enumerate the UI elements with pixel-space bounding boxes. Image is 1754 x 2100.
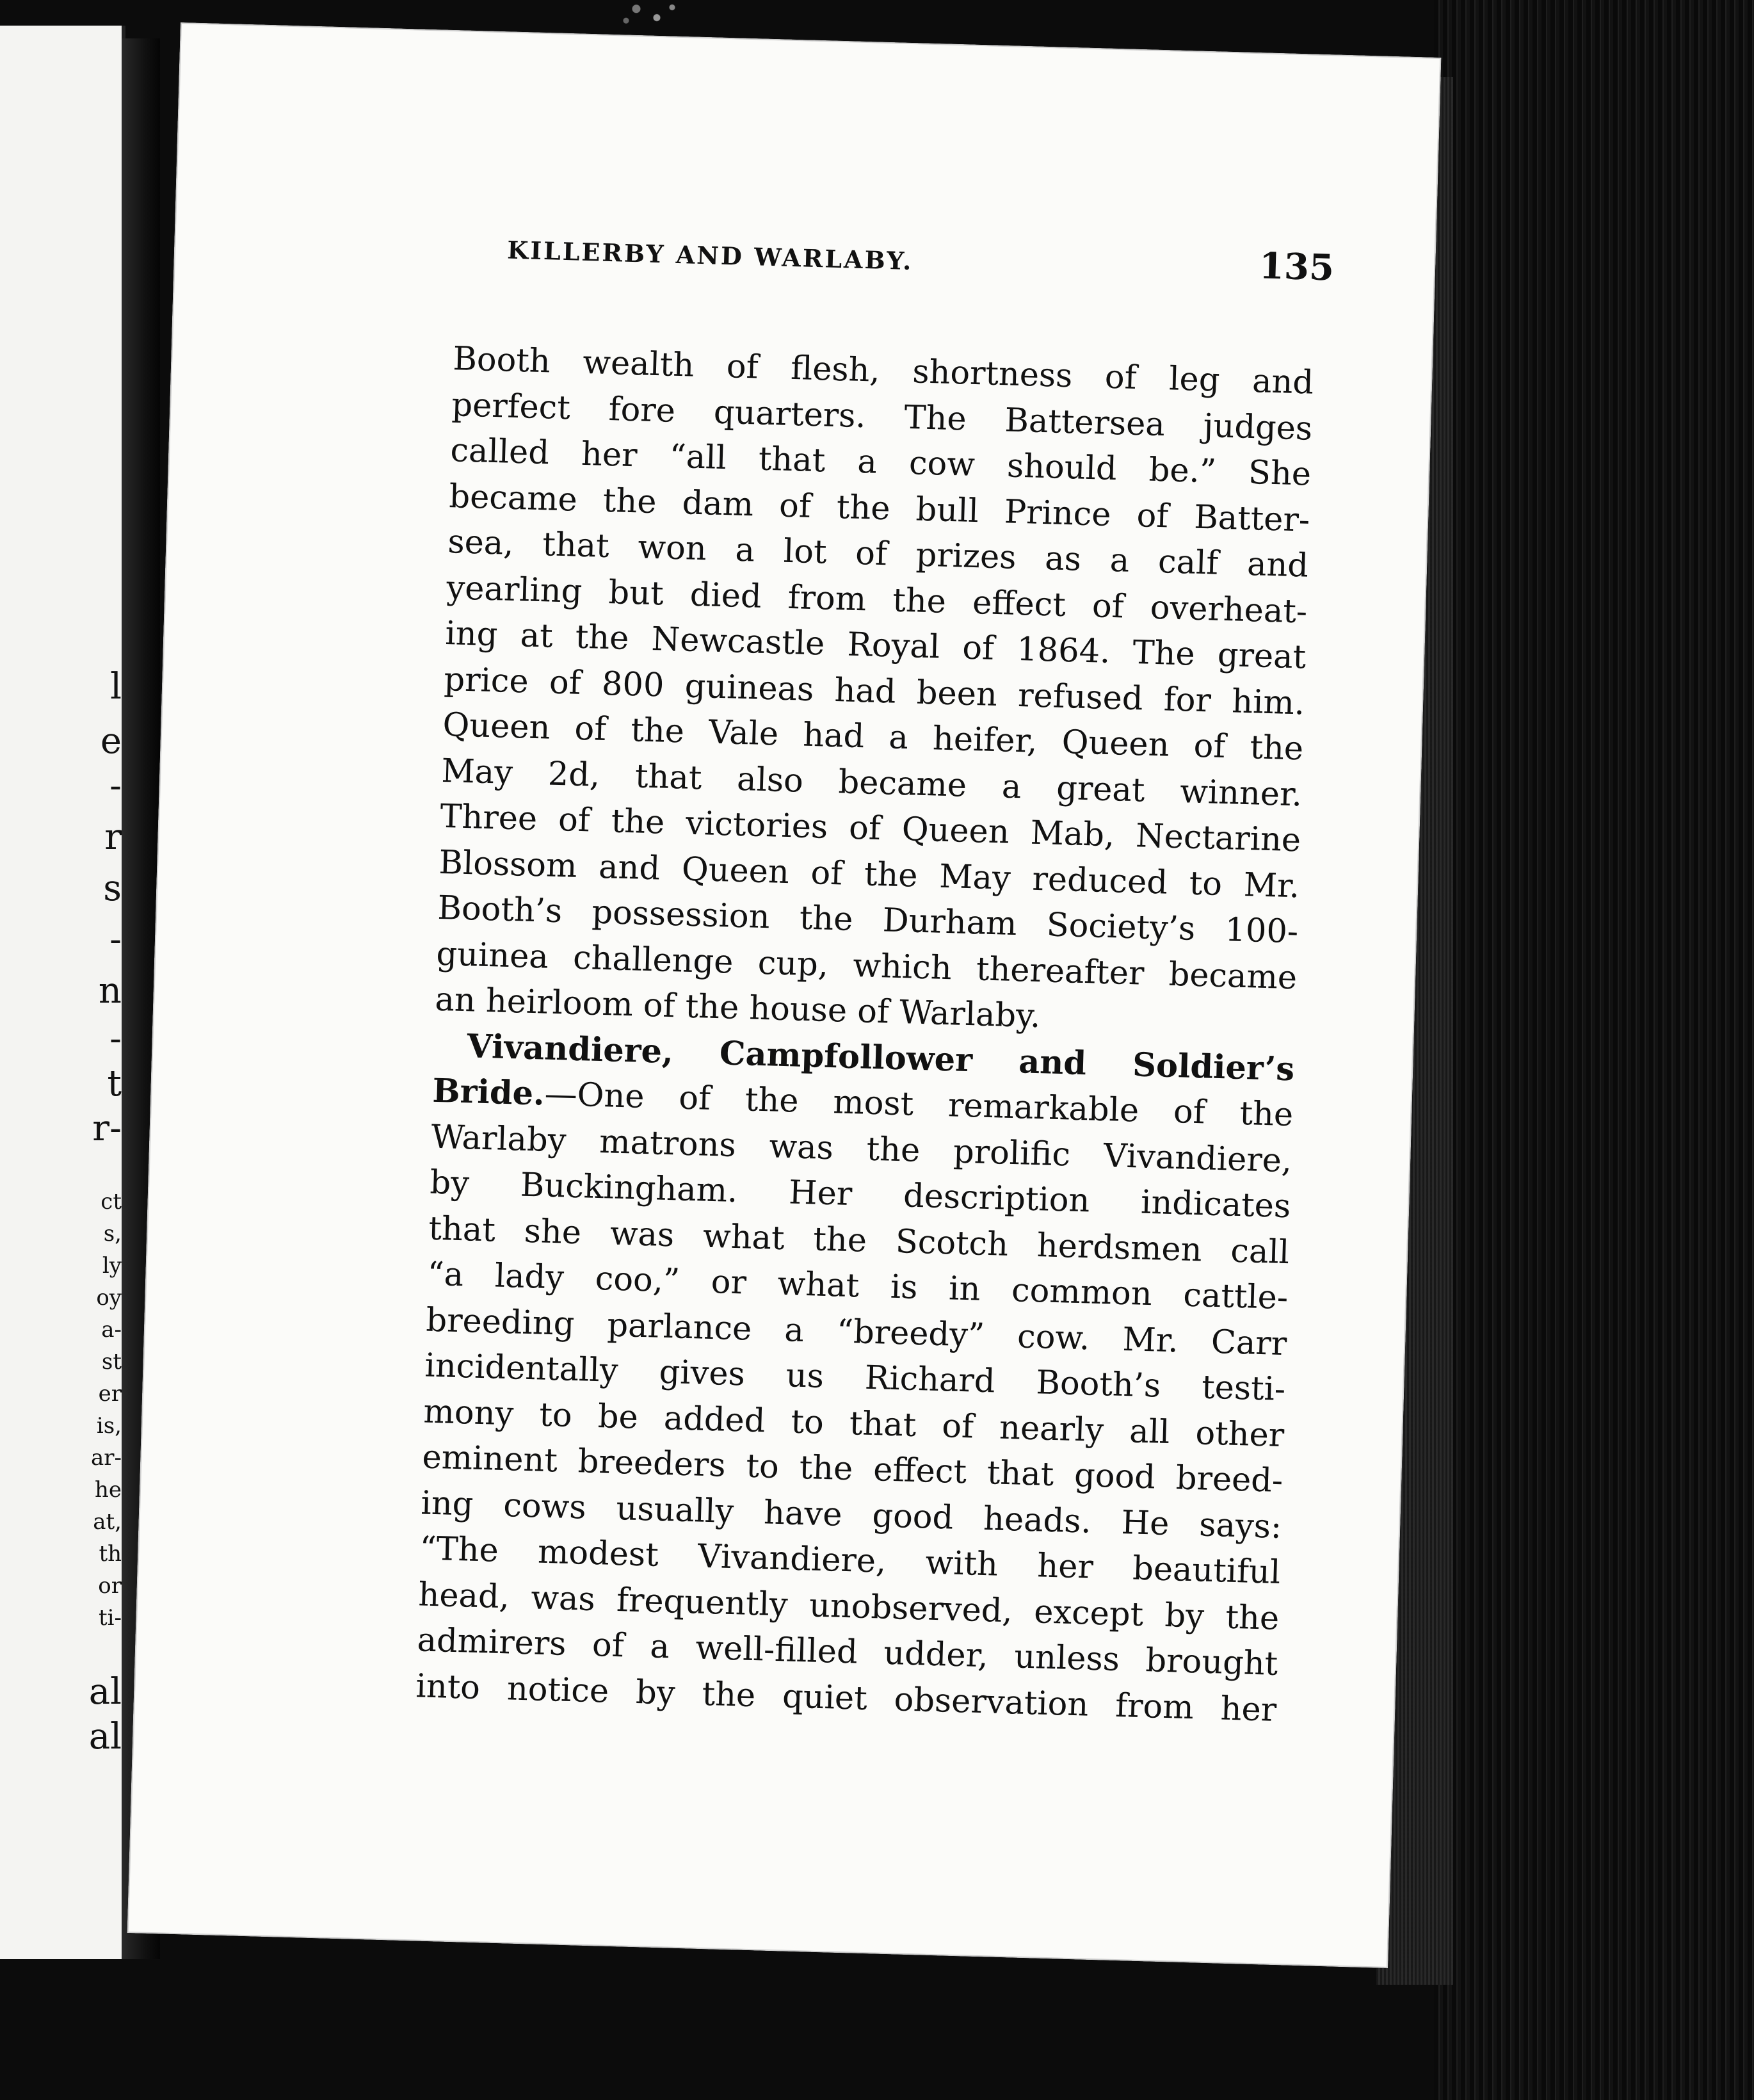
line-text: mony to be added to that of nearly all other bbox=[422, 1393, 1285, 1455]
facing-page-fragment: or bbox=[98, 1573, 122, 1599]
line-text: called her “all that a cow should be.” She bbox=[449, 432, 1312, 494]
line-text: Three of the victories of Queen Mab, Nectarine bbox=[439, 797, 1301, 860]
facing-page-fragment: ar- bbox=[90, 1445, 122, 1471]
line-text: into notice by the quiet observation from her bbox=[415, 1667, 1277, 1729]
facing-page-fragment: he bbox=[94, 1477, 122, 1503]
facing-page-fragment: st bbox=[101, 1349, 122, 1375]
facing-page-fragment: ly bbox=[102, 1253, 122, 1279]
section-heading: Vivandiere, Campfollower and Soldier’s bbox=[466, 1026, 1295, 1088]
facing-page-text-fragments bbox=[0, 26, 122, 1959]
scan-debris bbox=[595, 0, 698, 29]
facing-page-fragment: er bbox=[98, 1381, 122, 1407]
facing-page-left bbox=[0, 26, 125, 1959]
line-text: sea, that won a lot of prizes as a calf and bbox=[447, 523, 1309, 585]
line-text: Queen of the Vale had a heifer, Queen of the bbox=[442, 706, 1304, 768]
line-text: Booth wealth of flesh, shortness of leg and bbox=[452, 340, 1314, 402]
facing-page-fragment: - bbox=[109, 765, 122, 807]
line-text: became the dam of the bull Prince of Batter- bbox=[448, 477, 1310, 540]
facing-page-fragment: is, bbox=[96, 1413, 122, 1439]
facing-page-fragment: n bbox=[98, 970, 122, 1012]
facing-page-fragment: r bbox=[104, 816, 122, 858]
facing-page-fragment: al bbox=[88, 1671, 122, 1713]
facing-page-fragment: s bbox=[103, 868, 122, 909]
facing-page-fragment: ti- bbox=[98, 1605, 122, 1631]
facing-page-fragment: th bbox=[99, 1541, 122, 1567]
line-text: —One of the most remarkable of the bbox=[543, 1075, 1294, 1135]
facing-page-fragment: at, bbox=[93, 1509, 122, 1535]
line-text: ing cows usually have good heads. He says: bbox=[420, 1483, 1282, 1546]
scan-background-right bbox=[1434, 0, 1754, 2100]
line-text: May 2d, that also became a great winner. bbox=[440, 752, 1303, 814]
line-text: Blossom and Queen of the May reduced to Mr. bbox=[438, 843, 1300, 905]
facing-page-fragment: oy bbox=[96, 1285, 122, 1311]
line-text: eminent breeders to the effect that good breed- bbox=[421, 1438, 1283, 1501]
body-text bbox=[415, 336, 1314, 1733]
line-text: incidentally gives us Richard Booth’s testi- bbox=[424, 1346, 1286, 1409]
facing-page-fragment: al bbox=[88, 1716, 122, 1757]
facing-page-fragment: s, bbox=[103, 1221, 122, 1247]
facing-page-fragment: a- bbox=[101, 1317, 122, 1343]
line-text: Booth’s possession the Durham Society’s 100- bbox=[437, 889, 1299, 951]
section-heading: Bride. bbox=[431, 1071, 545, 1113]
line-text: by Buckingham. Her description indicates bbox=[429, 1163, 1291, 1226]
facing-page-fragment: t bbox=[107, 1063, 122, 1104]
line-text: breeding parlance a “breedy” cow. Mr. Carr bbox=[425, 1301, 1287, 1363]
facing-page-fragment: ct bbox=[101, 1189, 122, 1215]
facing-page-fragment: - bbox=[109, 1018, 122, 1060]
line-text: guinea challenge cup, which thereafter became bbox=[435, 935, 1298, 997]
line-text: head, was frequently unobserved, except by the bbox=[417, 1575, 1280, 1638]
book-page bbox=[127, 22, 1442, 1968]
page-number: 135 bbox=[1259, 245, 1335, 289]
facing-page-fragment: - bbox=[109, 919, 122, 960]
line-text: yearling but died from the effect of overheat- bbox=[446, 569, 1308, 631]
facing-page-fragment: e bbox=[100, 720, 122, 762]
line-text: “The modest Vivandiere, with her beautiful bbox=[419, 1530, 1281, 1592]
facing-page-fragment: l bbox=[110, 666, 122, 707]
running-head: KILLERBY AND WARLABY. bbox=[506, 235, 914, 276]
line-text: Warlaby matrons was the prolific Vivandiere, bbox=[430, 1118, 1292, 1180]
line-text: admirers of a well-filled udder, unless brought bbox=[416, 1621, 1278, 1683]
facing-page-fragment: r- bbox=[92, 1108, 122, 1149]
line-text: ing at the Newcastle Royal of 1864. The great bbox=[444, 615, 1307, 677]
line-text: “a lady coo,” or what is in common cattle- bbox=[426, 1255, 1289, 1318]
line-text: perfect fore quarters. The Battersea judges bbox=[451, 385, 1313, 448]
line-text: price of 800 guineas had been refused for him. bbox=[443, 660, 1305, 723]
line-text: that she was what the Scotch herdsmen call bbox=[428, 1209, 1290, 1272]
line-text: an heirloom of the house of Warlaby. bbox=[434, 980, 1042, 1036]
